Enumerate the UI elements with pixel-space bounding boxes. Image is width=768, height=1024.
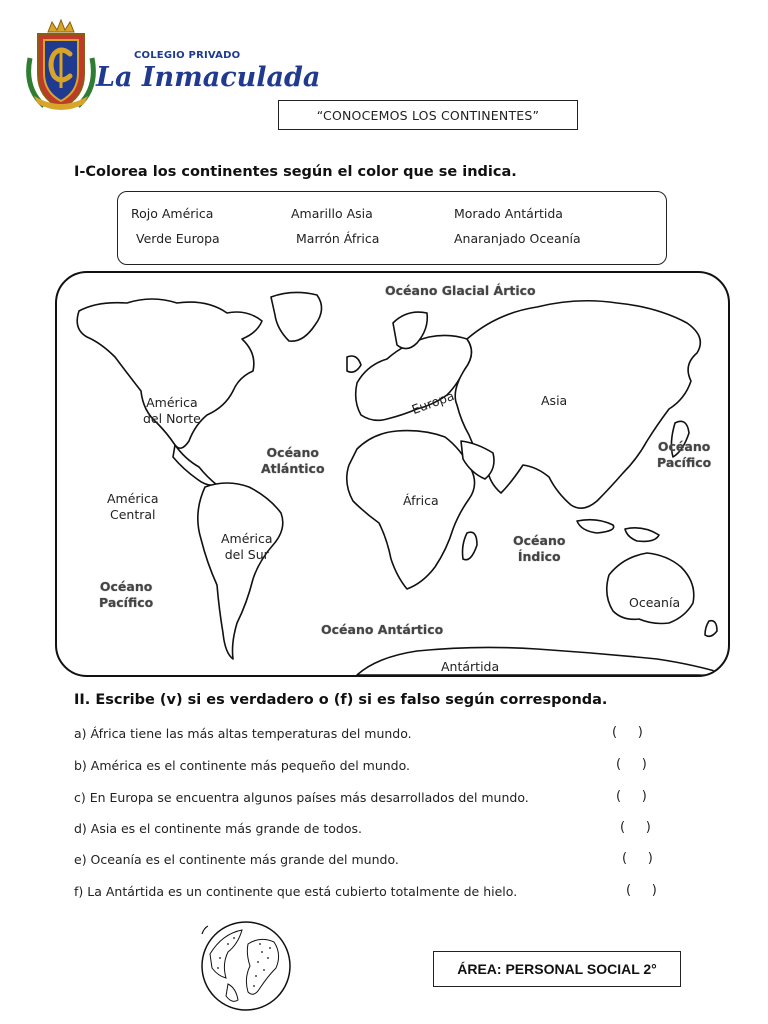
question-c: c) En Europa se encuentra algunos países más desarrollados del mundo. <box>74 790 529 805</box>
subject-area-box: ÁREA: PERSONAL SOCIAL 2° <box>433 951 681 987</box>
legend-item-america: Rojo América <box>131 206 214 221</box>
africa-shape <box>347 431 475 589</box>
school-crest-logo <box>22 18 100 114</box>
question-f: f) La Antártida es un continente que está cubierto totalmente de hielo. <box>74 884 518 899</box>
label-europe: Europa <box>409 387 457 418</box>
new-guinea-shape <box>625 528 659 542</box>
label-antarctica: Antártida <box>441 659 500 674</box>
legend-item-antarctica: Morado Antártida <box>454 206 563 221</box>
south-america-shape <box>198 483 283 659</box>
antarctica-shape <box>357 647 728 675</box>
asia-shape <box>455 301 700 508</box>
label-central-america: América Central <box>107 491 159 522</box>
section1-heading: I-Colorea los continentes según el color que se indica. <box>74 164 517 180</box>
legend-item-oceania: Anaranjado Oceanía <box>454 231 581 246</box>
answer-box-b[interactable]: ( ) <box>616 757 647 772</box>
label-pacific-ocean-east: Océano Pacífico <box>657 439 712 470</box>
question-a: a) África tiene las más altas temperaturas del mundo. <box>74 726 412 741</box>
label-arctic-ocean: Océano Glacial Ártico <box>385 283 536 298</box>
legend-item-africa: Marrón África <box>296 231 380 246</box>
answer-box-f[interactable]: ( ) <box>626 883 657 898</box>
australia-shape <box>607 553 694 624</box>
label-atlantic-ocean: Océano Atlántico <box>261 445 325 476</box>
answer-box-e[interactable]: ( ) <box>622 851 653 866</box>
label-south-america: América del Sur <box>221 531 273 562</box>
answer-box-c[interactable]: ( ) <box>616 789 647 804</box>
central-america-shape <box>173 445 217 485</box>
globe-illustration <box>198 914 294 1014</box>
school-name: La Inmaculada <box>96 62 321 93</box>
label-oceania: Oceanía <box>629 595 681 610</box>
label-indian-ocean: Océano Índico <box>513 533 566 564</box>
question-e: e) Oceanía es el continente más grande del mundo. <box>74 852 399 867</box>
madagascar-shape <box>463 532 478 560</box>
legend-item-europe: Verde Europa <box>136 231 220 246</box>
answer-box-a[interactable]: ( ) <box>612 725 643 740</box>
question-d: d) Asia es el continente más grande de todos. <box>74 821 362 836</box>
label-north-america: América del Norte <box>143 395 201 426</box>
british-isles-shape <box>347 356 361 372</box>
section2-heading: II. Escribe (v) si es verdadero o (f) si es falso según corresponda. <box>74 692 608 708</box>
question-b: b) América es el continente más pequeño del mundo. <box>74 758 411 773</box>
color-legend-box <box>117 191 667 265</box>
world-map <box>55 271 730 677</box>
answer-box-d[interactable]: ( ) <box>620 820 651 835</box>
world-map-drawing <box>57 273 728 675</box>
label-asia: Asia <box>541 393 568 408</box>
new-zealand-shape <box>705 621 717 637</box>
greenland-shape <box>271 292 322 341</box>
label-africa: África <box>403 493 439 508</box>
worksheet-title: “CONOCEMOS LOS CONTINENTES” <box>278 100 578 130</box>
label-pacific-ocean-west: Océano Pacífico <box>99 579 154 610</box>
school-prefix: COLEGIO PRIVADO <box>134 50 241 61</box>
label-antarctic-ocean: Océano Antártico <box>321 622 444 637</box>
indonesia-shape <box>577 520 614 533</box>
legend-item-asia: Amarillo Asia <box>291 206 373 221</box>
